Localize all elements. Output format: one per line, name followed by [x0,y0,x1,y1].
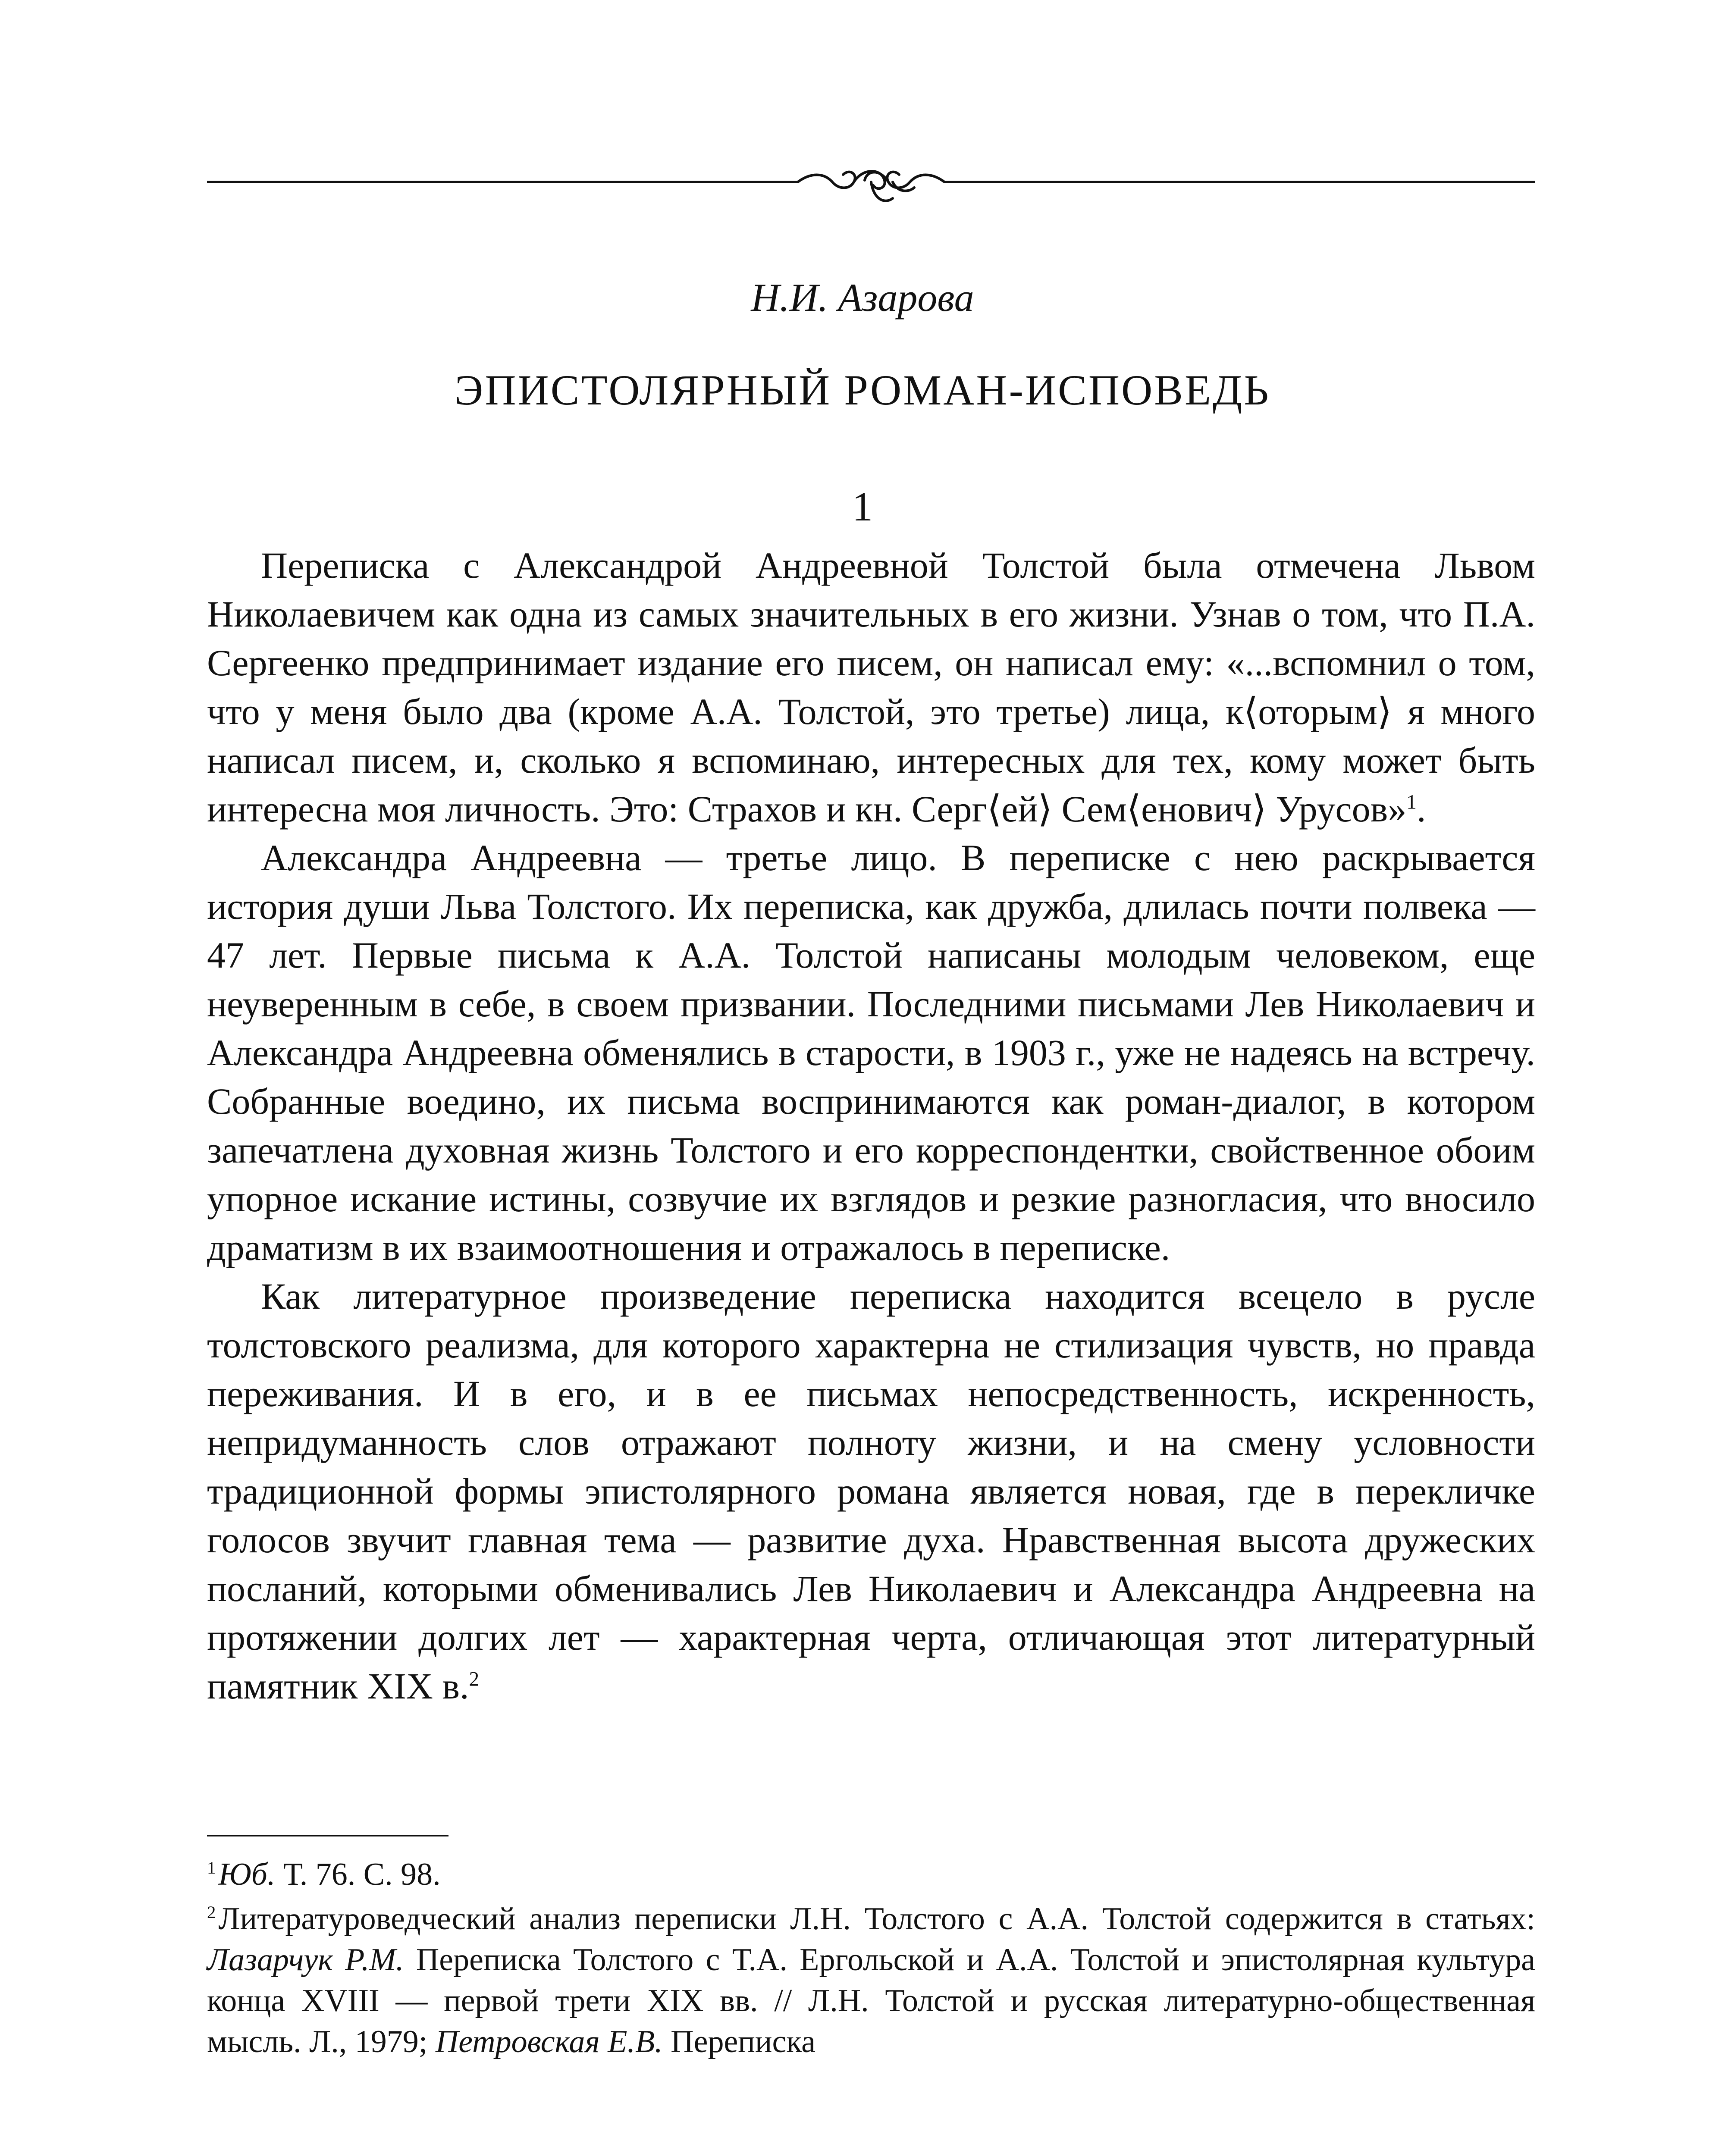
footnote-text: Литературоведческий анализ переписки Л.Н. Толстого с А.А. Толстой содержится в статьях: [218,1901,1535,1937]
footnote-text: Переписка Толстого с Т.А. Ергольской и А.А. Толстой и эпистолярная культура конца XVIII — первой трети XIX вв. // Л.Н. Толстой и русская литературно-общественная мысль. Л., 1979; [207,1942,1535,2059]
footnote-author: Лазарчук Р.М. [207,1942,404,1977]
paragraph-1: Переписка с Александрой Андреевной Толстой была отмечена Львом Николаевичем как одна из самых значительных в его жизни. Узнав о том, что П.А. Сергеенко предпринимает издание его писем, он написал ему: «...вспомнил о том, что у меня было два (кроме А.А. Толстой, это третье) лица, к⟨оторым⟩ я много написал писем, и, сколько я вспоминаю, интересных для тех, кому может быть интересна моя личность. Это: Страхов и кн. Серг⟨ей⟩ Сем⟨енович⟩ Урусов»$^1$. [207,545,1535,830]
header-ornament [207,155,1535,211]
flourish-divider-icon [207,155,1535,211]
paragraph-3 [207,1272,1535,1711]
author-name: Н.И. Азарова [751,276,974,320]
footnote-2 [207,1899,1535,2062]
section-number: 1 [852,483,873,530]
paragraph-text: Александра Андреевна — третье лицо. В переписке с нею раскрывается история души Льва Толстого. Их переписка, как дружба, длилась почти полвека — 47 лет. Первые письма к А.А. Толстой написаны молодым человеком, еще неуверенным в себе, в своем призвании. Последними письмами Лев Николаевич и Александра Андреевна обменялись в старости, в 1903 г., уже не надеясь на встречу. Собранные воедино, их письма воспринимаются как роман-диалог, в котором запечатлена духовная жизнь Толстого и его корреспондентки, свойственное обоим упорное искание истины, созвучие их взглядов и резкие разногласия, что вносило драматизм в их взаимоотношения и отражалось в переписке. [207,837,1535,1268]
paragraph-text: Как литературное произведение переписка находится всецело в русле толстовского реализма, для которого характерна не стилизация чувств, но правда переживания. И в его, и в ее письмах непосредственность, искренность, непридуманность слов отражают полноту жизни, и на смену условности традиционной формы эпистолярного романа является новая, где в перекличке голосов звучит главная тема — развитие духа. Нравственная высота дружеских посланий, которыми обменивались Лев Николаевич и Александра Андреевна на протяжении долгих лет — характерная черта, отличающая этот литературный памятник XIX в. [207,1275,1535,1707]
footnote-ref: 2 [469,1668,480,1691]
footnote-marker: 1 [207,1858,216,1878]
footnote-1 [207,1854,1535,1895]
footnotes [207,1854,1535,2062]
footnote-text: Т. 76. С. 98. [275,1857,441,1892]
footnote-separator [207,1835,448,1836]
article-body [207,541,1535,1711]
paragraph-text: Переписка с Александрой Андреевной Толстой была отмечена Львом Николаевичем как одна из самых значительных в его жизни. Узнав о том, что П.А. Сергеенко предпринимает издание его писем, он написал ему: «...вспомнил о том, что у меня было два (кроме А.А. Толстой, это третье) лица, к⟨оторым⟩ я много написал писем, и, сколько я вспоминаю, интересных для тех, кому может быть интересна моя личность. Это: Страхов и кн. Серг⟨ей⟩ Сем⟨енович⟩ Урусов» [207,545,1535,830]
footnote-ref: 1 [1406,791,1417,814]
footnote-marker: 2 [207,1902,216,1922]
footnote-text: Переписка [662,2024,816,2059]
footnote-source: Юб. [218,1857,276,1892]
paragraph-2 [207,834,1535,1272]
article-title: ЭПИСТОЛЯРНЫЙ РОМАН-ИСПОВЕДЬ [455,366,1270,414]
footnote-author: Петровская Е.В. [435,2024,663,2059]
